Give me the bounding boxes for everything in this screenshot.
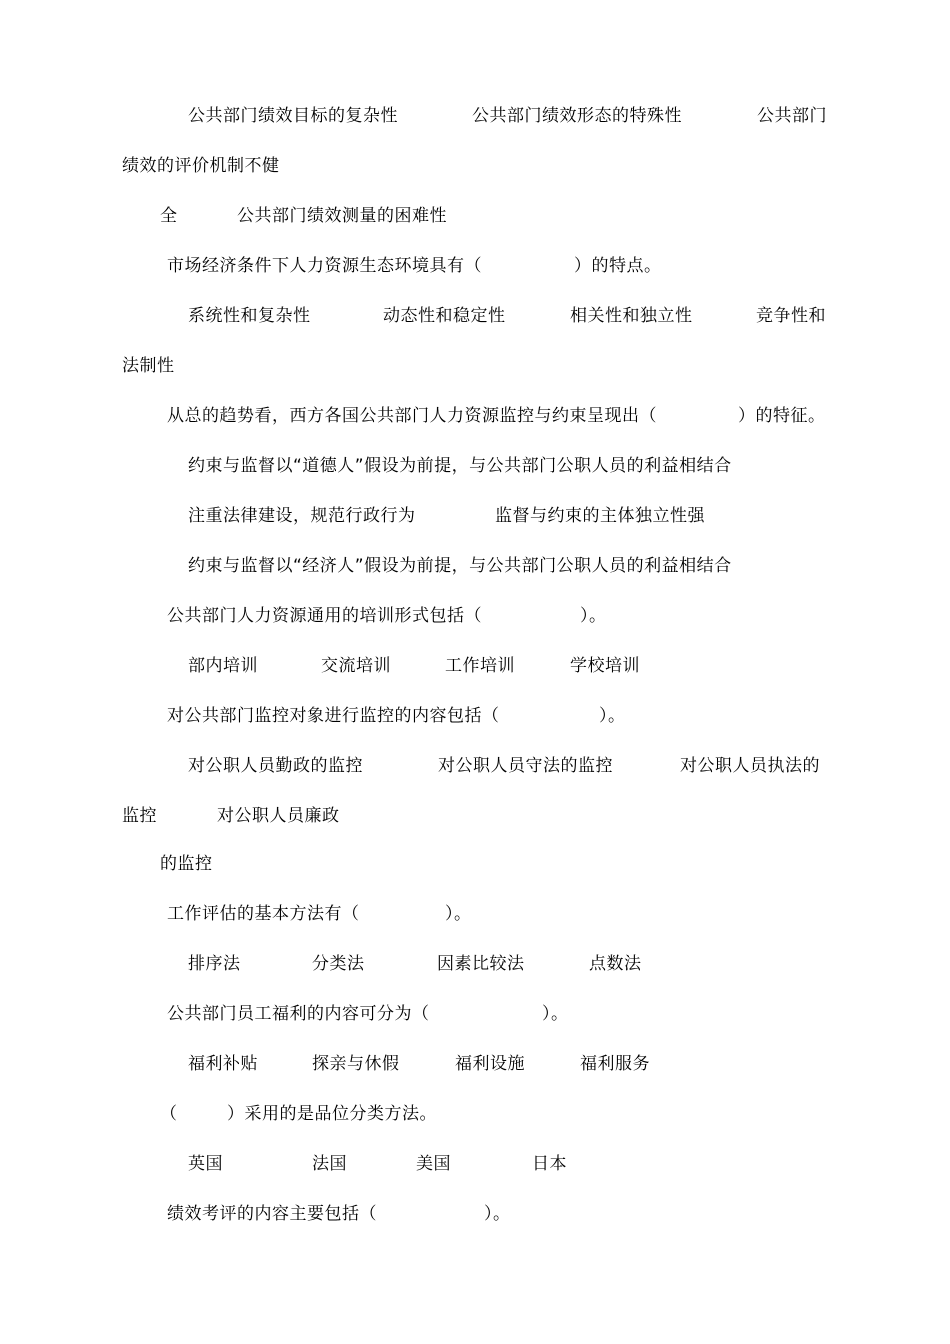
option-text: 公共部门绩效目标的复杂性 [188,106,398,126]
option-text: 对公职人员勤政的监控 [188,756,363,776]
option-text: 约束与监督以“经济人”假设为前提，与公共部门公职人员的利益相结合 [188,556,732,576]
question-text: 从总的趋势看，西方各国公共部门人力资源监控与约束呈现出（ [167,406,657,426]
option-text: 福利服务 [580,1054,650,1074]
option-text: 公共部门绩效测量的困难性 [237,206,447,226]
option-text: 福利设施 [455,1054,525,1074]
option-text: 动态性和稳定性 [383,306,506,326]
question-text: ）。 [445,904,472,924]
question-text: 市场经济条件下人力资源生态环境具有（ [167,256,482,276]
option-text: 分类法 [312,954,365,974]
option-text: 相关性和独立性 [570,306,693,326]
option-text: 因素比较法 [437,954,525,974]
question-text: 对公共部门监控对象进行监控的内容包括（ [167,706,500,726]
question-text: ）。 [542,1004,569,1024]
question-text: ）。 [484,1204,511,1224]
question-text: 公共部门人力资源通用的培训形式包括（ [167,606,482,626]
option-text: 竞争性和 [756,306,826,326]
option-text: 美国 [416,1154,451,1174]
option-text: 公共部门 [757,106,827,126]
option-text: 监督与约束的主体独立性强 [495,506,705,526]
option-text: 系统性和复杂性 [188,306,311,326]
option-text: 探亲与休假 [312,1054,400,1074]
question-text: ）的特征。 [738,406,826,426]
option-text: 对公职人员执法的 [680,756,820,776]
option-text: 绩效的评价机制不健 [122,156,280,176]
option-text: 日本 [532,1154,567,1174]
option-text: 注重法律建设，规范行政行为 [188,506,416,526]
option-text: 福利补贴 [188,1054,258,1074]
option-text: 法国 [312,1154,347,1174]
question-text: （ [160,1104,178,1124]
option-text: 全 [160,206,178,226]
question-text: ）的特点。 [574,256,662,276]
option-text: 公共部门绩效形态的特殊性 [472,106,682,126]
option-text: 部内培训 [188,656,258,676]
question-text: ）。 [580,606,607,626]
question-text: ）。 [599,706,626,726]
option-text: 约束与监督以“道德人”假设为前提，与公共部门公职人员的利益相结合 [188,456,732,476]
option-text: 学校培训 [570,656,640,676]
option-text: 英国 [188,1154,223,1174]
option-text: 的监控 [160,854,213,874]
option-text: 监控 [122,806,157,826]
option-text: 对公职人员守法的监控 [438,756,613,776]
option-text: 工作培训 [445,656,515,676]
option-text: 法制性 [122,356,175,376]
question-text: 绩效考评的内容主要包括（ [167,1204,377,1224]
question-text: 公共部门员工福利的内容可分为（ [167,1004,430,1024]
option-text: 排序法 [188,954,241,974]
option-text: 对公职人员廉政 [217,806,340,826]
option-text: 点数法 [589,954,642,974]
question-text: 工作评估的基本方法有（ [167,904,360,924]
option-text: 交流培训 [321,656,391,676]
question-text: ）采用的是品位分类方法。 [227,1104,437,1124]
